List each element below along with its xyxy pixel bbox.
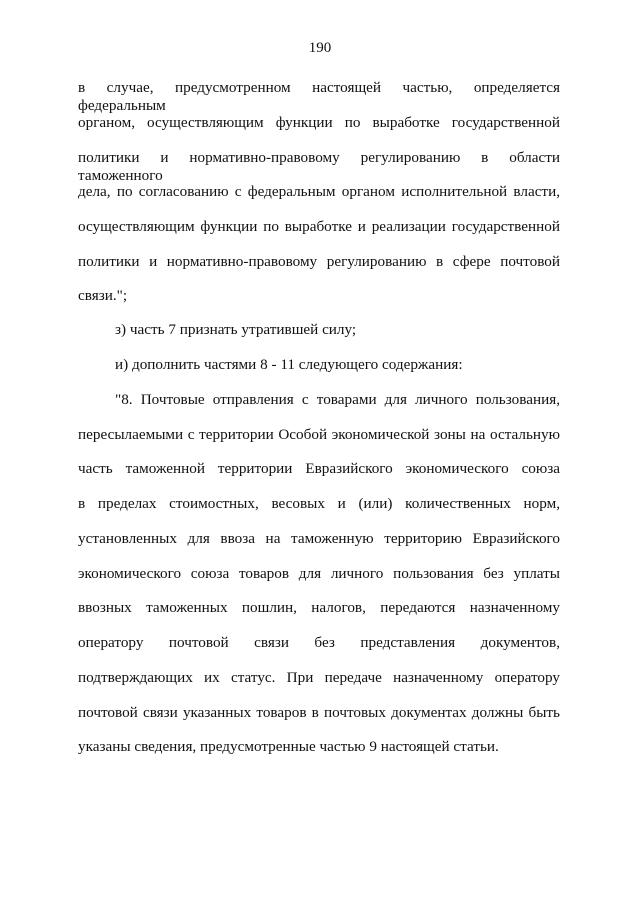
text-line: часть таможенной территории Евразийского экономического союза [78, 460, 560, 477]
text-line: оператору почтовой связи без представления документов, [78, 634, 560, 651]
text-line: установленных для ввоза на таможенную территорию Евразийского [78, 530, 560, 547]
page-number: 190 [308, 40, 332, 56]
text-line: дела, по согласованию с федеральным органом исполнительной власти, [78, 183, 560, 200]
text-line: органом, осуществляющим функции по выработке государственной [78, 114, 560, 131]
text-line: пересылаемыми с территории Особой экономической зоны на остальную [78, 426, 560, 443]
text-line: политики и нормативно-правовому регулированию в сфере почтовой [78, 253, 560, 270]
text-line: ввозных таможенных пошлин, налогов, передаются назначенному [78, 599, 560, 616]
text-line: з) часть 7 признать утратившей силу; [115, 321, 357, 338]
text-line: политики и нормативно-правовому регулированию в области таможенного [78, 149, 560, 184]
text-line: в случае, предусмотренном настоящей частью, определяется федеральным [78, 79, 560, 114]
text-line: осуществляющим функции по выработке и реализации государственной [78, 218, 560, 235]
text-line: почтовой связи указанных товаров в почтовых документах должны быть [78, 704, 560, 721]
text-line: указаны сведения, предусмотренные частью 9 настоящей статьи. [78, 738, 499, 755]
text-line: подтверждающих их статус. При передаче назначенному оператору [78, 669, 560, 686]
text-line: и) дополнить частями 8 - 11 следующего содержания: [115, 356, 463, 373]
text-line: в пределах стоимостных, весовых и (или) количественных норм, [78, 495, 560, 512]
text-line: связи."; [78, 287, 128, 304]
text-line: "8. Почтовые отправления с товарами для личного пользования, [115, 391, 560, 408]
text-line: экономического союза товаров для личного пользования без уплаты [78, 565, 560, 582]
